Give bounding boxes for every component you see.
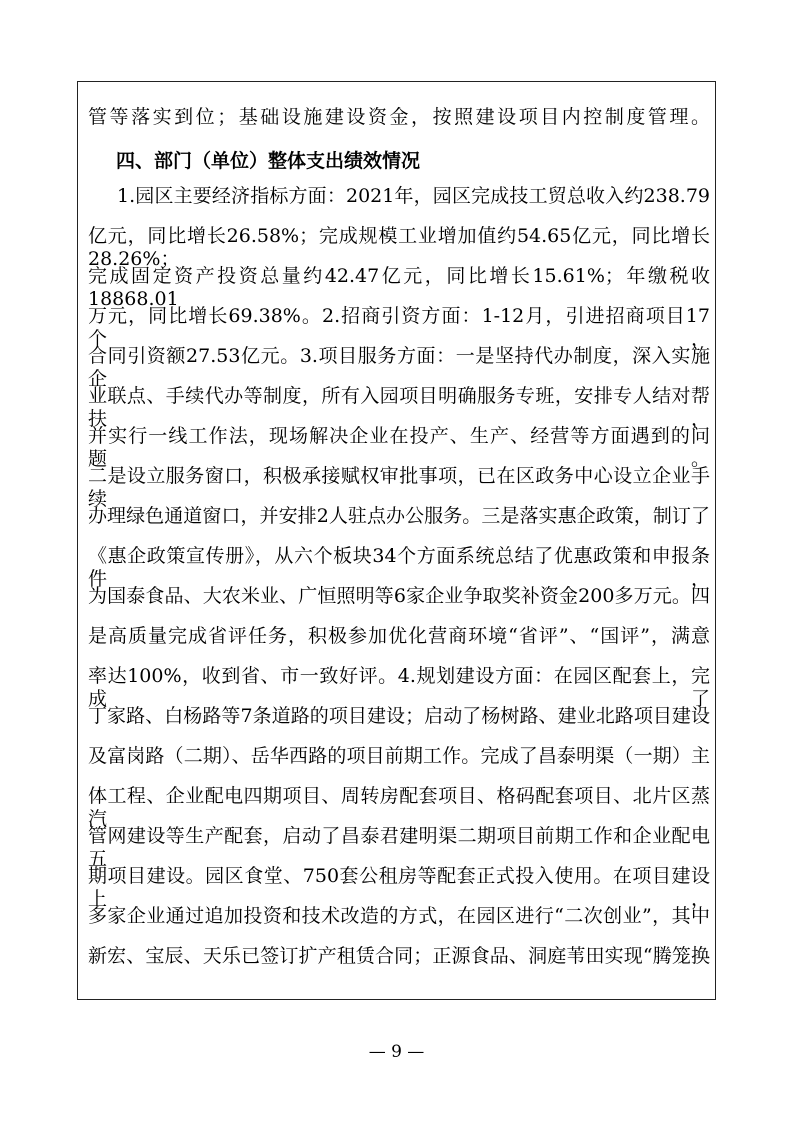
page-number: — 9 — <box>368 1042 425 1062</box>
text-line: 并实行一线工作法，现场解决企业在投产、生产、经营等方面遇到的问题。 <box>88 425 710 470</box>
content-frame <box>77 81 716 1000</box>
text-line: 及富岗路（二期）、岳华西路的项目前期工作。完成了昌泰明渠（一期）主 <box>88 745 710 767</box>
text-line: 办理绿色通道窗口，并安排2人驻点办公服务。三是落实惠企政策，制订了 <box>88 505 710 527</box>
text-line: 管等落实到位；基础设施建设资金，按照建设项目内控制度管理。 <box>88 106 710 128</box>
text-line: 亿元，同比增长26.58%；完成规模工业增加值约54.65亿元，同比增长28.26%； <box>88 225 710 270</box>
text-line: 业联点、手续代办等制度，所有入园项目明确服务专班，安排专人结对帮扶， <box>88 385 710 430</box>
text-line: 体工程、企业配电四期项目、周转房配套项目、格码配套项目、北片区蒸汽 <box>88 785 710 830</box>
text-line: 期项目建设。园区食堂、750套公租房等配套正式投入使用。在项目建设上， <box>88 865 710 910</box>
text-line: 《惠企政策宣传册》，从六个板块34个方面系统总结了优惠政策和申报条件， <box>88 545 710 590</box>
text-line: 合同引资额27.53亿元。3.项目服务方面：一是坚持代办制度，深入实施企 <box>88 345 710 390</box>
text-line: 二是设立服务窗口，积极承接赋权审批事项，已在区政务中心设立企业手续 <box>88 465 710 510</box>
text-line: 为国泰食品、大农米业、广恒照明等6家企业争取奖补资金200多万元。四 <box>88 585 710 607</box>
text-line: 管网建设等生产配套，启动了昌泰君建明渠二期项目前期工作和企业配电五 <box>88 825 710 870</box>
text-line: 1.园区主要经济指标方面：2021年，园区完成技工贸总收入约238.79 <box>117 185 710 207</box>
text-line: 是高质量完成省评任务，积极参加优化营商环境“省评”、“国评”，满意 <box>88 625 710 647</box>
text-line: 率达100%，收到省、市一致好评。4.规划建设方面：在园区配套上，完成了 <box>88 665 710 710</box>
text-line: 新宏、宝辰、天乐已签订扩产租赁合同；正源食品、洞庭苇田实现“腾笼换 <box>88 945 710 967</box>
text-line: 万元，同比增长69.38%。2.招商引资方面：1-12月，引进招商项目17个， <box>88 305 710 350</box>
section-heading: 四、部门（单位）整体支出绩效情况 <box>116 150 421 172</box>
text-line: 多家企业通过追加投资和技术改造的方式，在园区进行“二次创业”，其中 <box>88 905 710 927</box>
text-line: 丁家路、白杨路等7条道路的项目建设；启动了杨树路、建业北路项目建设 <box>88 705 710 727</box>
text-line: 完成固定资产投资总量约42.47亿元，同比增长15.61%；年缴税收18868.01 <box>88 265 710 310</box>
